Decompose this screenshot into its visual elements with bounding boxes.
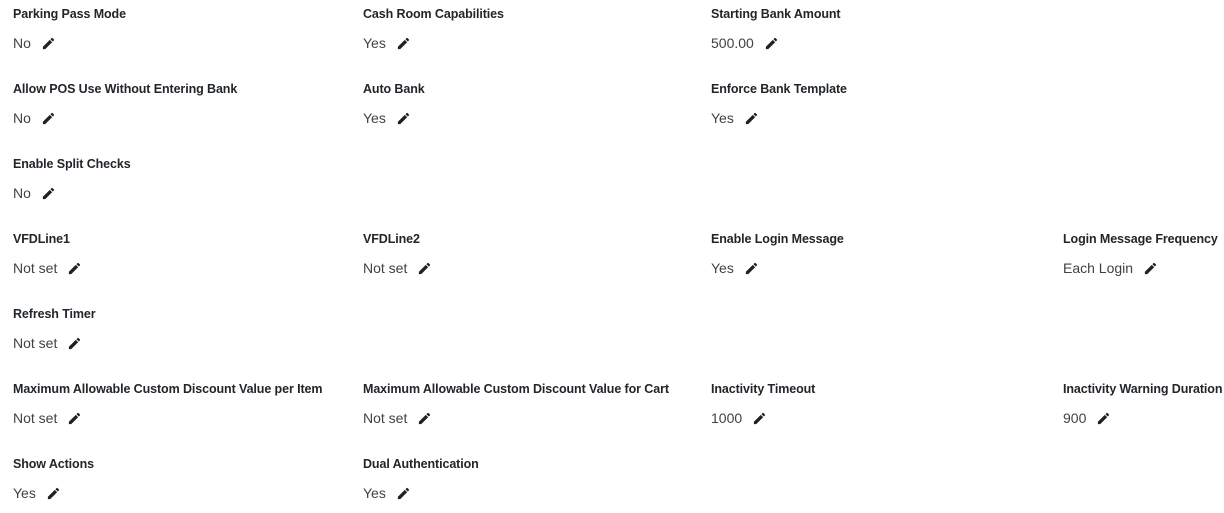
field-value: Not set: [13, 260, 58, 276]
field-label: Starting Bank Amount: [711, 7, 841, 21]
field-label: Enable Split Checks: [13, 157, 131, 171]
field-value: Each Login: [1063, 260, 1134, 276]
edit-allow-pos-use-without-entering-bank-button[interactable]: [41, 111, 56, 126]
field-value: No: [13, 185, 31, 201]
field-label: Allow POS Use Without Entering Bank: [13, 82, 238, 96]
field-vfdline2: [363, 225, 711, 300]
edit-refresh-timer-button[interactable]: [67, 336, 82, 351]
pencil-icon: [396, 36, 411, 51]
field-show-actions: [13, 450, 363, 513]
field-label: Cash Room Capabilities: [363, 7, 504, 21]
field-value: 900: [1063, 410, 1087, 426]
field-starting-bank-amount: [711, 0, 1063, 75]
pencil-icon: [46, 486, 61, 501]
field-label: Maximum Allowable Custom Discount Value per Item: [13, 382, 323, 396]
field-enforce-bank-template: [711, 75, 1063, 150]
pencil-icon: [744, 111, 759, 126]
edit-cash-room-capabilities-button[interactable]: [396, 36, 411, 51]
field-value: Not set: [13, 410, 58, 426]
pencil-icon: [417, 411, 432, 426]
pencil-icon: [41, 186, 56, 201]
field-vfdline1: [13, 225, 363, 300]
field-value: Yes: [363, 485, 386, 501]
field-label: Inactivity Timeout: [711, 382, 816, 396]
field-value: 500.00: [711, 35, 754, 51]
field-label: Refresh Timer: [13, 307, 96, 321]
pencil-icon: [67, 336, 82, 351]
field-label: Dual Authentication: [363, 457, 479, 471]
field-max-custom-discount-per-item: [13, 375, 363, 450]
field-enable-login-message: [711, 225, 1063, 300]
pencil-icon: [744, 261, 759, 276]
field-label: Enable Login Message: [711, 232, 844, 246]
edit-auto-bank-button[interactable]: [396, 111, 411, 126]
edit-inactivity-warning-duration-button[interactable]: [1096, 411, 1111, 426]
field-value: Yes: [13, 485, 36, 501]
field-value: Not set: [363, 260, 408, 276]
field-value: No: [13, 110, 31, 126]
field-label: VFDLine1: [13, 232, 70, 246]
field-value: Not set: [363, 410, 408, 426]
field-login-message-frequency: [1063, 225, 1224, 300]
field-label: Show Actions: [13, 457, 94, 471]
field-allow-pos-use-without-entering-bank: [13, 75, 363, 150]
edit-max-custom-discount-for-cart-button[interactable]: [417, 411, 432, 426]
field-dual-authentication: [363, 450, 711, 513]
field-label: Auto Bank: [363, 82, 425, 96]
field-label: Login Message Frequency: [1063, 232, 1218, 246]
pencil-icon: [752, 411, 767, 426]
edit-starting-bank-amount-button[interactable]: [764, 36, 779, 51]
edit-parking-pass-mode-button[interactable]: [41, 36, 56, 51]
edit-enable-split-checks-button[interactable]: [41, 186, 56, 201]
field-label: Enforce Bank Template: [711, 82, 847, 96]
pencil-icon: [396, 111, 411, 126]
field-inactivity-timeout: [711, 375, 1063, 450]
edit-vfdline2-button[interactable]: [417, 261, 432, 276]
field-inactivity-warning-duration: [1063, 375, 1224, 450]
edit-show-actions-button[interactable]: [46, 486, 61, 501]
edit-inactivity-timeout-button[interactable]: [752, 411, 767, 426]
pencil-icon: [41, 111, 56, 126]
pencil-icon: [1143, 261, 1158, 276]
field-label: VFDLine2: [363, 232, 420, 246]
field-enable-split-checks: [13, 150, 363, 225]
pencil-icon: [67, 261, 82, 276]
field-label: Parking Pass Mode: [13, 7, 126, 21]
field-value: Yes: [363, 110, 386, 126]
field-max-custom-discount-for-cart: [363, 375, 711, 450]
edit-enable-login-message-button[interactable]: [744, 261, 759, 276]
pencil-icon: [1096, 411, 1111, 426]
field-parking-pass-mode: [13, 0, 363, 75]
field-refresh-timer: [13, 300, 363, 375]
edit-login-message-frequency-button[interactable]: [1143, 261, 1158, 276]
edit-enforce-bank-template-button[interactable]: [744, 111, 759, 126]
field-value: Yes: [363, 35, 386, 51]
pencil-icon: [396, 486, 411, 501]
field-value: Yes: [711, 110, 734, 126]
edit-max-custom-discount-per-item-button[interactable]: [67, 411, 82, 426]
pencil-icon: [764, 36, 779, 51]
field-value: Not set: [13, 335, 58, 351]
field-value: No: [13, 35, 31, 51]
pencil-icon: [41, 36, 56, 51]
field-auto-bank: [363, 75, 711, 150]
edit-vfdline1-button[interactable]: [67, 261, 82, 276]
pencil-icon: [417, 261, 432, 276]
pencil-icon: [67, 411, 82, 426]
edit-dual-authentication-button[interactable]: [396, 486, 411, 501]
field-cash-room-capabilities: [363, 0, 711, 75]
field-value: Yes: [711, 260, 734, 276]
field-label: Maximum Allowable Custom Discount Value for Cart: [363, 382, 669, 396]
field-label: Inactivity Warning Duration: [1063, 382, 1223, 396]
field-value: 1000: [711, 410, 743, 426]
